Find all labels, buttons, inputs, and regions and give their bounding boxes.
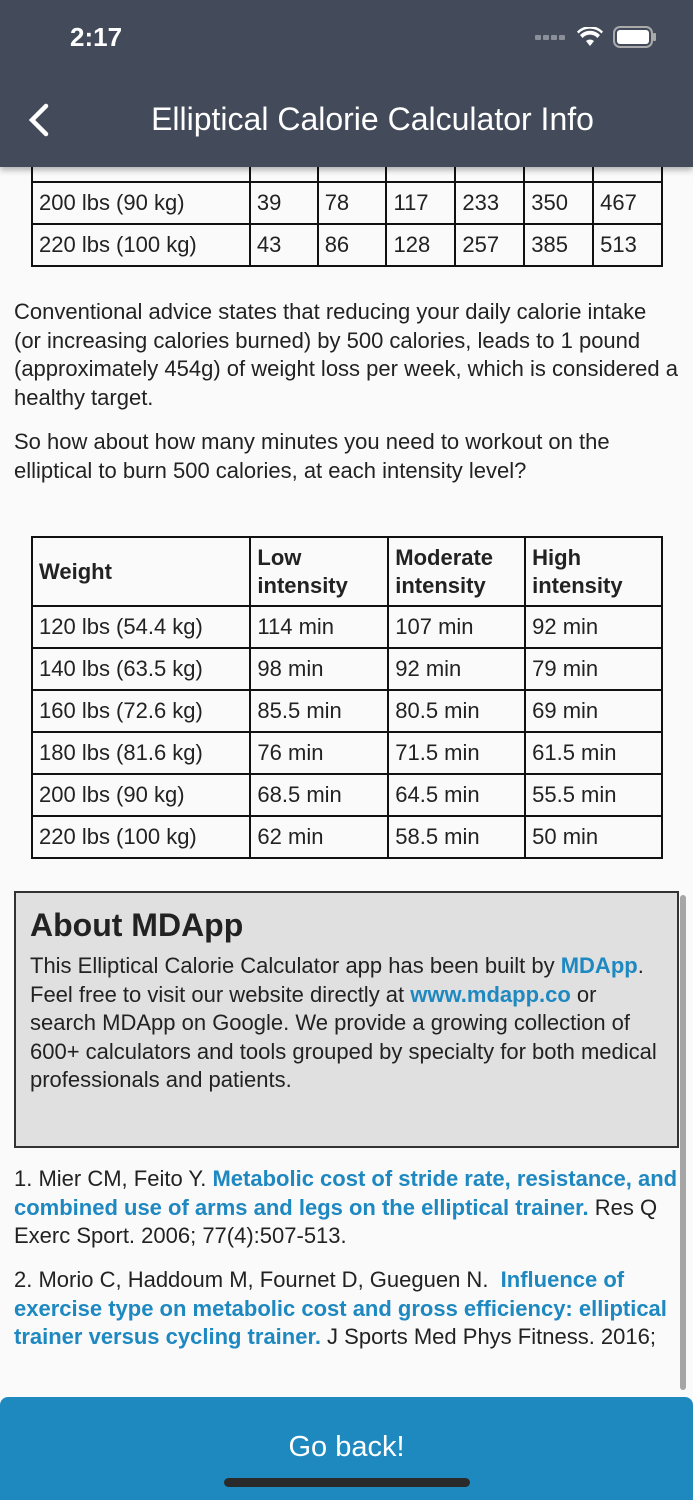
table-row [32,816,662,858]
cell: 39 [250,182,318,224]
page-title: Elliptical Calorie Calculator Info [151,101,594,137]
cell: 200 lbs (90 kg) [32,774,250,816]
cell: 107 min [388,606,525,648]
status-icons [535,26,657,48]
table-row [32,732,662,774]
table-row [32,648,662,690]
paragraph-advice: Conventional advice states that reducing your daily calorie intake (or increasing calories burned) by 500 calories, leads to 1 pound (approximately 454g) of weight loss per week, which is considered a healthy target. [14,299,678,410]
cell: 200 lbs (90 kg) [32,182,250,224]
home-indicator[interactable] [224,1478,470,1487]
cell: 68.5 min [250,774,388,816]
text: Res Q Exerc Sport. 2006; 77(4):507-513. [14,1194,658,1248]
cell: 120 lbs (54.4 kg) [32,606,250,648]
cell: 92 min [388,648,525,690]
header-cell: Moderate intensity [388,537,525,606]
table-row [32,224,662,266]
text: or search MDApp on Google. We provide a growing collection of 600+ calculators and tools grouped by specialty for both medical professionals and patients. [30,981,657,1092]
cell: 114 min [250,606,388,648]
wifi-icon [577,27,603,47]
cell: 233 [455,182,524,224]
cell: 128 [386,224,455,266]
about-box [14,891,679,1148]
reference-2 [14,1266,679,1352]
cell: 78 [318,182,387,224]
cell: 160 lbs (72.6 kg) [32,690,250,732]
cell: 86 [318,224,387,266]
cell: 180 lbs (81.6 kg) [32,732,250,774]
cell: 43 [250,224,318,266]
app-header [0,0,693,167]
table-row [32,182,662,224]
cell: 80.5 min [388,690,525,732]
text: 2. Morio C, Haddoum M, Fournet D, Gueguen N. [14,1267,501,1292]
cell: 350 [524,182,593,224]
cell: 467 [593,182,662,224]
header-cell: High intensity [525,537,662,606]
cell: 220 lbs (100 kg) [32,816,250,858]
text: J Sports Med Phys Fitness. 2016; [320,1324,656,1349]
reference-link[interactable]: Influence of exercise type on metabolic cost and gross efficiency: elliptical trainer versus cycling trainer. [14,1267,667,1349]
reference-link[interactable]: Metabolic cost of stride rate, resistance, and combined use of arms and legs on the elliptical trainer. [14,1166,678,1220]
mdapp-link[interactable]: MDApp [560,953,638,978]
cell: 55.5 min [525,774,662,816]
cell: 61.5 min [525,732,662,774]
paragraph-question: So how about how many minutes you need to workout on the elliptical to burn 500 calories, at each intensity level? [14,429,610,483]
website-link[interactable]: www.mdapp.co [410,981,571,1007]
cell: 76 min [250,732,388,774]
go-back-button[interactable]: Go back! [0,1397,693,1500]
cell: 79 min [525,648,662,690]
cell: 71.5 min [388,732,525,774]
cell: 117 [386,182,455,224]
cellular-signal-icon [535,33,567,41]
header-cell: Low intensity [250,537,388,606]
about-text [30,952,663,1095]
cell: 257 [455,224,524,266]
cell: 62 min [250,816,388,858]
text: This Elliptical Calorie Calculator app has been built by [30,953,561,978]
cell: 98 min [250,648,388,690]
cell: 140 lbs (63.5 kg) [32,648,250,690]
scrollbar[interactable] [680,895,686,1390]
minutes-table [31,536,663,859]
status-time: 2:17 [70,22,123,52]
about-title: About MDApp [30,907,244,943]
cell: 69 min [525,690,662,732]
cell: 85.5 min [250,690,388,732]
table-row [32,690,662,732]
cell: 50 min [525,816,662,858]
table-row [32,606,662,648]
reference-1 [14,1165,679,1251]
battery-icon [613,26,657,48]
text: . Feel free to visit our website directly at [30,953,644,1007]
cell: 64.5 min [388,774,525,816]
cell: 513 [593,224,662,266]
header-cell: Weight [32,537,250,606]
cell: 220 lbs (100 kg) [32,224,250,266]
table-header-row [32,537,662,606]
text: 1. Mier CM, Feito Y. [14,1166,213,1191]
cell: 92 min [525,606,662,648]
cell: 385 [524,224,593,266]
cell: 58.5 min [388,816,525,858]
table-row [32,774,662,816]
